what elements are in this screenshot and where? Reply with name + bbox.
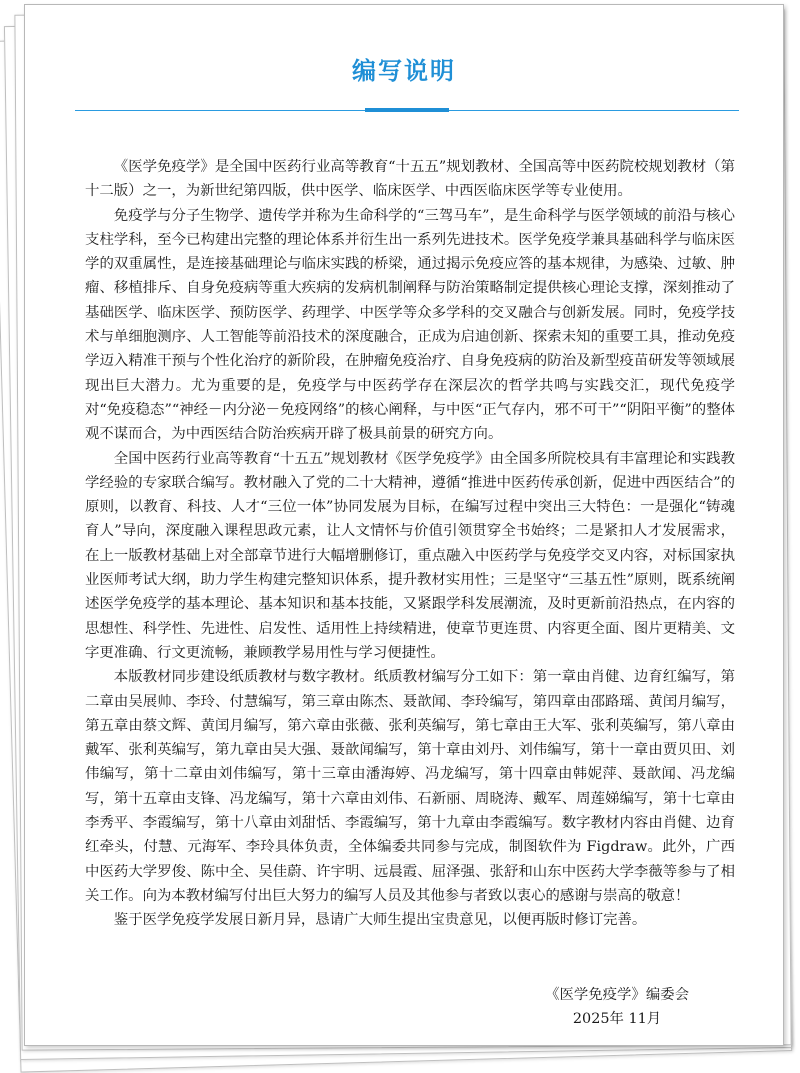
signature-block — [545, 983, 689, 1031]
signature-committee: 《医学免疫学》编委会 — [545, 987, 689, 1003]
document-body — [85, 155, 735, 933]
paragraph: 鉴于医学免疫学发展日新月异，恳请广大师生提出宝贵意见，以便再版时修订完善。 — [113, 912, 647, 929]
paragraph: 本版教材同步建设纸质教材与数字教材。纸质教材编写分工如下：第一章由肖健、边育红编写，第二章由吴展帅、李玲、付慧编写，第三章由陈杰、聂歆闻、李玲编写，第四章由邵路瑶、黄闰月编写，第五章由蔡文辉、黄闰月编写，第六章由张薇、张利英编写，第七章由王大军、张利英编写，第八章由戴军、张利英编写，第九章由吴大强、聂歆闻编写，第十章由刘丹、刘伟编写，第十一章由贾贝田、刘伟编写，第十二章由刘伟编写，第十三章由潘海婷、冯龙编写，第十四章由韩妮萍、聂歆闻、冯龙编写，第十五章由支锋、冯龙编写，第十六章由刘伟、石新丽、周晓涛、戴军、周莲娣编写，第十七章由李秀平、李霞编写，第十八章由刘甜恬、李霞编写，第十九章由李霞编写。数字教材内容由肖健、边育红牵头，付慧、元海军、李玲具体负责，全体编委共同参与完成，制图软件为 Figdraw。此外，广西中医药大学罗俊、陈中全、吴佳蔚、许宇明、远晨霞、屈泽强、张舒和山东中医药大学李薇等参与了相关工作。向为本教材编写付出巨大努力的编写人员及其他参与者致以衷心的感谢与崇高的敬意！ — [85, 669, 735, 904]
paragraph: 《医学免疫学》是全国中医药行业高等教育“十五五”规划教材、全国高等中医药院校规划教材（第十二版）之一，为新世纪第四版，供中医学、临床医学、中西医临床医学等专业使用。 — [85, 159, 735, 200]
signature-date: 2025年 11月 — [572, 1011, 662, 1027]
title-rule-accent — [365, 108, 449, 112]
page-title: 编写说明 — [352, 57, 456, 85]
paragraph: 全国中医药行业高等教育“十五五”规划教材《医学免疫学》由全国多所院校具有丰富理论和实践教学经验的专家联合编写。教材融入了党的二十大精神，遵循“推进中医药传承创新，促进中西医结合”的原则，以教育、科技、人才“三位一体”协同发展为目标，在编写过程中突出三大特色：一是强化“铸魂育人”导向，深度融入课程思政元素，让人文情怀与价值引领贯穿全书始终；二是紧扣人才发展需求，在上一版教材基础上对全部章节进行大幅增删修订，重点融入中医药学与免疫学交叉内容，对标国家执业医师考试大纲，助力学生构建完整知识体系，提升教材实用性；三是坚守“三基五性”原则，既系统阐述医学免疫学的基本理论、基本知识和基本技能，又紧跟学科发展潮流，及时更新前沿热点，在内容的思想性、科学性、先进性、启发性、适用性上持续精进，使章节更连贯、内容更全面、图片更精美、文字更准确、行文更流畅，兼顾教学易用性与学习便捷性。 — [85, 450, 735, 661]
paragraph: 免疫学与分子生物学、遗传学并称为生命科学的“三驾马车”，是生命科学与医学领域的前沿与核心支柱学科，至今已构建出完整的理论体系并衍生出一系列先进技术。医学免疫学兼具基础科学与临床医学的双重属性，是连接基础理论与临床实践的桥梁，通过揭示免疫应答的基本规律，为感染、过敏、肿瘤、移植排斥、自身免疫病等重大疾病的发病机制阐释与防治策略制定提供核心理论支撑，深刻推动了基础医学、临床医学、预防医学、药理学、中医学等众多学科的交叉融合与创新发展。同时，免疫学技术与单细胞测序、人工智能等前沿技术的深度融合，正成为启迪创新、探索未知的重要工具，推动免疫学迈入精准干预与个性化治疗的新阶段，在肿瘤免疫治疗、自身免疫病的防治及新型疫苗研发等领域展现出巨大潜力。尤为重要的是，免疫学与中医药学存在深层次的哲学共鸣与实践交汇，现代免疫学对“免疫稳态”“神经－内分泌－免疫网络”的核心阐释，与中医“正气存内，邪不可干”“阴阳平衡”的整体观不谋而合，为中西医结合防治疾病开辟了极具前景的研究方向。 — [85, 207, 735, 443]
document-page — [24, 4, 784, 1046]
